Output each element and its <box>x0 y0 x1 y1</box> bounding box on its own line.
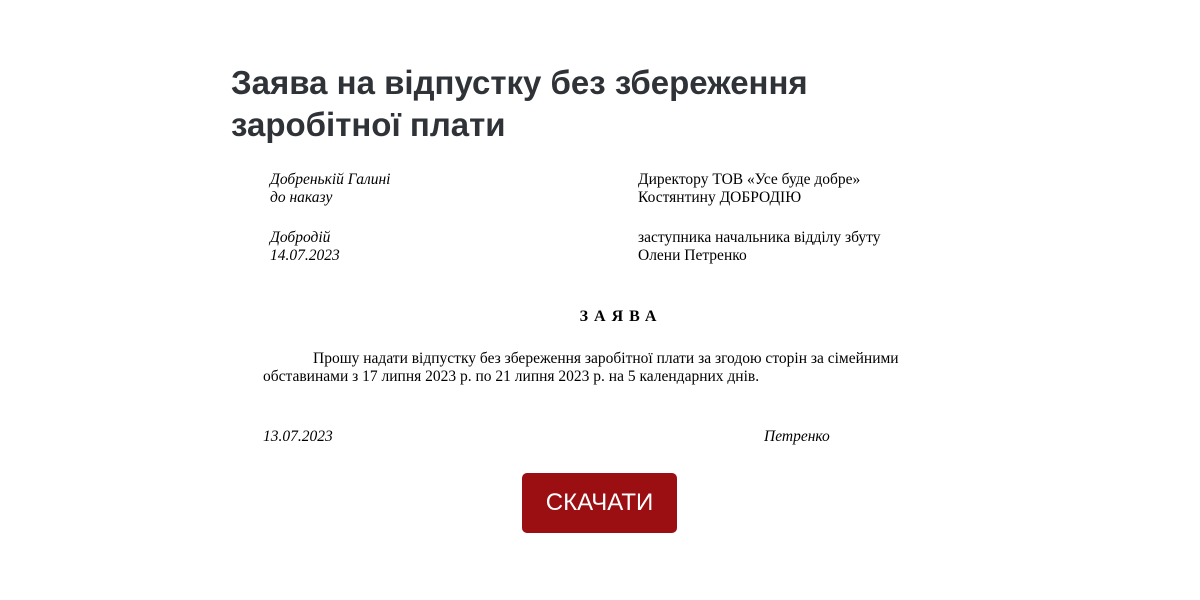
resolution-line-4: 14.07.2023 <box>270 247 340 264</box>
resolution-line-1: Добренькій Галині <box>270 171 391 188</box>
addressee-block <box>638 171 860 207</box>
sender-name: Олени Петренко <box>638 247 747 264</box>
page-title: Заява на відпустку без збереження заробітної плати <box>231 64 808 143</box>
sender-position: заступника начальника відділу збуту <box>638 229 881 246</box>
addressee-position: Директору ТОВ «Усе буде добре» <box>638 171 861 188</box>
resolution-bottom <box>270 229 340 265</box>
document-heading: ЗАЯВА <box>579 308 663 325</box>
download-button[interactable]: СКАЧАТИ <box>522 473 677 533</box>
addressee-name: Костянтину ДОБРОДІЮ <box>638 189 802 206</box>
resolution-line-3: Добродій <box>270 229 331 246</box>
sender-block <box>638 229 881 265</box>
signature-date: 13.07.2023 <box>263 428 333 445</box>
document-body: Прошу надати відпустку без збереження заробітної плати за згодою сторін за сімейними обставинами з 17 липня 2023 р. по 21 липня 2023 р. на 5 календарних днів. <box>263 350 899 385</box>
resolution-top <box>270 171 390 207</box>
resolution-line-2: до наказу <box>270 189 333 206</box>
signature-name: Петренко <box>764 428 830 445</box>
